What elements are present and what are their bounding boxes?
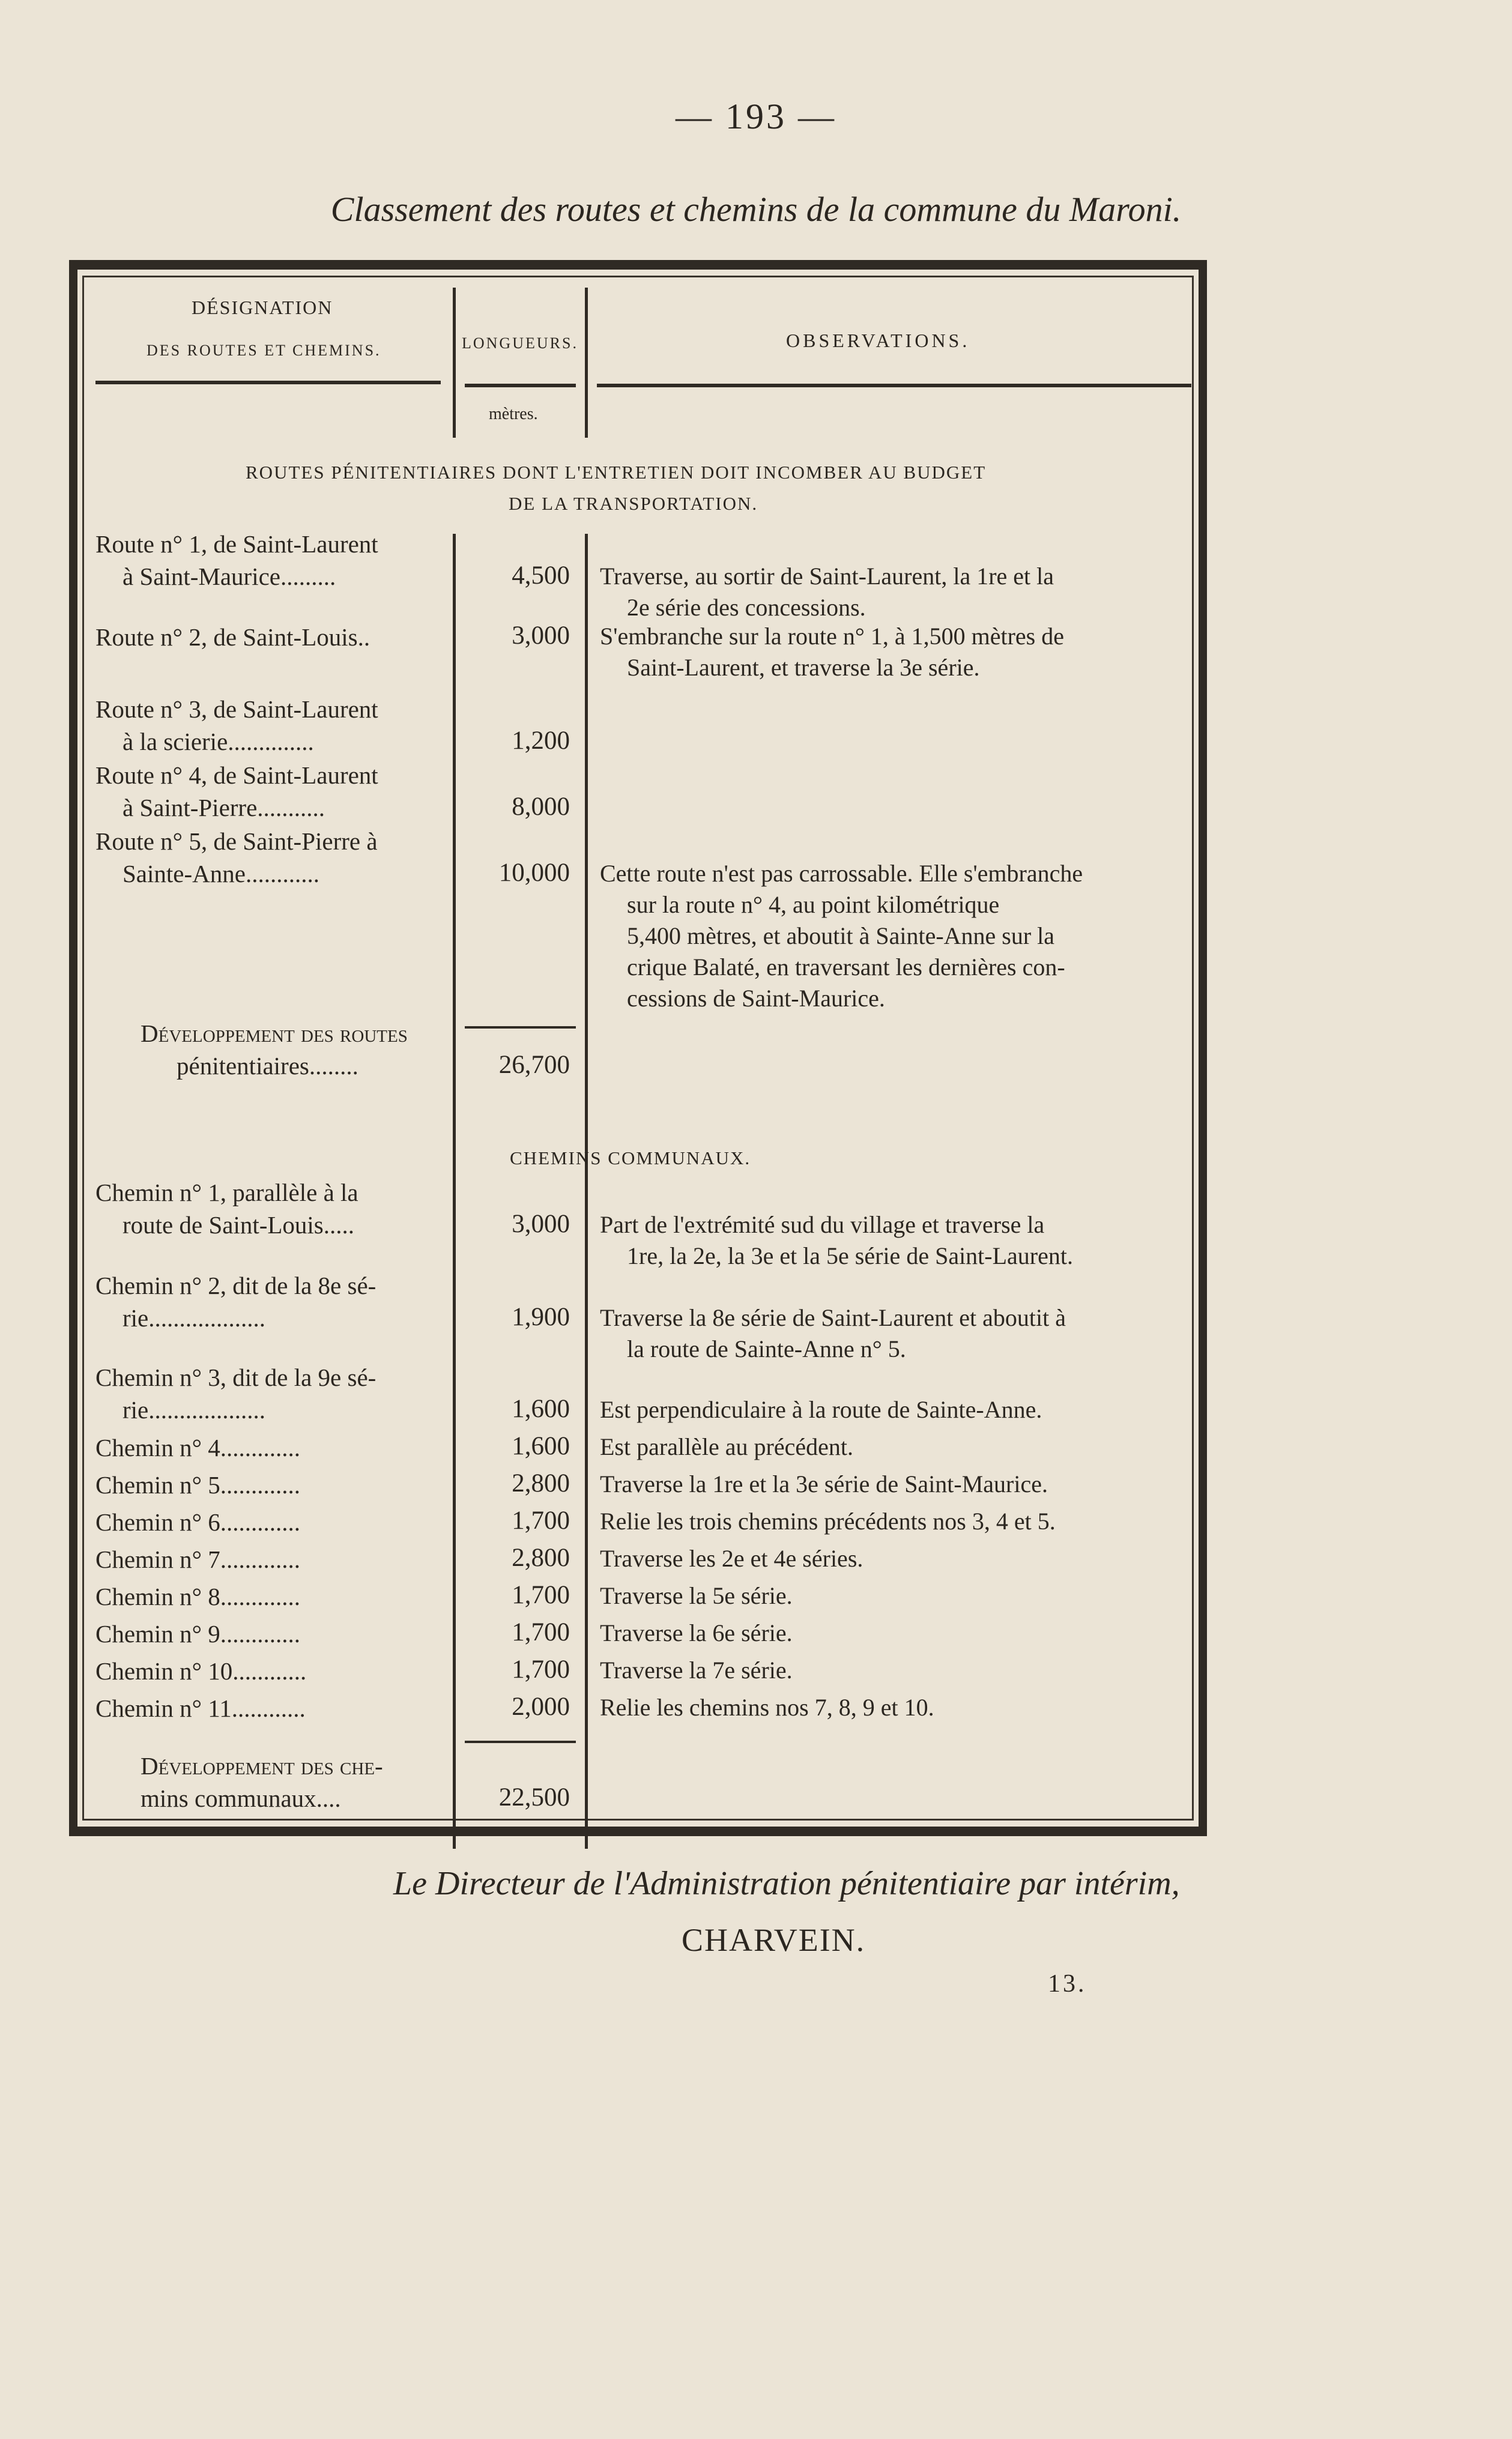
chemin-4-length: 1,600 <box>512 1432 570 1460</box>
route-2-observation: S'embranche sur la route n° 1, à 1,500 mètres de Saint-Laurent, et traverse la 3e série. <box>600 623 1064 681</box>
route-5-observation: Cette route n'est pas carrossable. Elle s'embranche sur la route n° 4, au point kilométrique 5,400 mètres, et aboutit à Sainte-Anne sur la crique Balaté, en traversant les dernières con- cessions de Saint-Maurice. <box>600 860 1083 1012</box>
chemin-5-length: 2,800 <box>512 1469 570 1498</box>
column-divider <box>453 288 456 438</box>
roads-table <box>69 260 1207 1836</box>
section-title-routes-2: DE LA TRANSPORTATION. <box>509 493 758 514</box>
header-rule <box>465 384 576 387</box>
header-unit: mètres. <box>489 405 538 423</box>
chemin-3-length: 1,600 <box>512 1395 570 1423</box>
signature-mark: 13. <box>1048 1970 1087 1998</box>
chemin-8-length: 1,700 <box>512 1581 570 1609</box>
route-2-length: 3,000 <box>512 621 570 650</box>
chemin-10-observation: Traverse la 7e série. <box>600 1657 793 1684</box>
chemin-5-name: Chemin n° 5............. <box>95 1471 300 1499</box>
chemin-7-observation: Traverse les 2e et 4e séries. <box>600 1545 863 1572</box>
signature-title: Le Directeur de l'Administration pénitentiaire par intérim, <box>393 1865 1180 1902</box>
chemin-10-name: Chemin n° 10............ <box>95 1657 307 1685</box>
chemin-3-observation: Est perpendiculaire à la route de Sainte-Anne. <box>600 1396 1042 1423</box>
chemin-8-observation: Traverse la 5e série. <box>600 1582 793 1609</box>
section-title-chemins: CHEMINS COMMUNAUX. <box>510 1147 751 1168</box>
chemin-3-name: Chemin n° 3, dit de la 9e sé- rie................... <box>95 1364 376 1424</box>
route-3-name: Route n° 3, de Saint-Laurent à la scierie.............. <box>95 695 378 755</box>
header-rule <box>597 384 1191 387</box>
chemin-2-name: Chemin n° 2, dit de la 8e sé- rie................... <box>95 1272 376 1332</box>
chemin-4-observation: Est parallèle au précédent. <box>600 1433 853 1460</box>
chemin-11-name: Chemin n° 11............ <box>95 1694 306 1722</box>
total-rule <box>465 1026 576 1029</box>
route-4-name: Route n° 4, de Saint-Laurent à Saint-Pierre........... <box>95 761 378 821</box>
chemin-1-name: Chemin n° 1, parallèle à la route de Saint-Louis..... <box>95 1179 358 1239</box>
chemin-10-length: 1,700 <box>512 1655 570 1684</box>
chemin-11-observation: Relie les chemins nos 7, 8, 9 et 10. <box>600 1694 934 1721</box>
chemin-5-observation: Traverse la 1re et la 3e série de Saint-Maurice. <box>600 1470 1048 1498</box>
routes-total-length: 26,700 <box>498 1051 570 1079</box>
chemin-1-observation: Part de l'extrémité sud du village et traverse la 1re, la 2e, la 3e et la 5e série de Saint-Laurent. <box>600 1211 1073 1269</box>
column-divider <box>585 1194 588 1849</box>
chemin-6-observation: Relie les trois chemins précédents nos 3, 4 et 5. <box>600 1508 1056 1535</box>
chemin-2-observation: Traverse la 8e série de Saint-Laurent et aboutit à la route de Sainte-Anne n° 5. <box>600 1304 1066 1362</box>
chemins-total-label: Développement des che- mins communaux.... <box>141 1752 383 1812</box>
header-longueurs: LONGUEURS. <box>462 334 578 352</box>
route-4-length: 8,000 <box>512 793 570 821</box>
route-1-length: 4,500 <box>512 561 570 590</box>
page-number: — 193 — <box>676 97 836 136</box>
route-2-name: Route n° 2, de Saint-Louis.. <box>95 623 370 651</box>
chemin-9-name: Chemin n° 9............. <box>95 1620 300 1648</box>
header-designation: DÉSIGNATION <box>192 297 333 318</box>
chemin-1-length: 3,000 <box>512 1210 570 1238</box>
total-rule <box>465 1741 576 1743</box>
route-1-name: Route n° 1, de Saint-Laurent à Saint-Maurice......... <box>95 530 378 590</box>
route-5-length: 10,000 <box>498 859 570 887</box>
chemin-7-length: 2,800 <box>512 1544 570 1572</box>
signature-name: CHARVEIN. <box>682 1922 866 1958</box>
chemins-total-length: 22,500 <box>498 1783 570 1812</box>
section-title-routes: ROUTES PÉNITENTIAIRES DONT L'ENTRETIEN DOIT INCOMBER AU BUDGET <box>246 462 987 483</box>
chemin-6-length: 1,700 <box>512 1507 570 1535</box>
header-observations: OBSERVATIONS. <box>786 330 970 351</box>
route-3-length: 1,200 <box>512 727 570 755</box>
route-1-observation: Traverse, au sortir de Saint-Laurent, la 1re et la 2e série des concessions. <box>600 563 1054 621</box>
chemin-9-length: 1,700 <box>512 1618 570 1646</box>
chemin-7-name: Chemin n° 7............. <box>95 1546 300 1573</box>
column-divider <box>453 1194 456 1849</box>
chemin-9-observation: Traverse la 6e série. <box>600 1619 793 1646</box>
routes-total-label: Développement des routes pénitentiaires........ <box>141 1020 408 1080</box>
column-divider <box>585 288 588 438</box>
header-designation-sub: DES ROUTES ET CHEMINS. <box>147 342 381 359</box>
header-rule <box>95 381 441 384</box>
chemin-4-name: Chemin n° 4............. <box>95 1434 300 1461</box>
chemin-11-length: 2,000 <box>512 1693 570 1721</box>
page-title: Classement des routes et chemins de la commune du Maroni. <box>330 190 1182 229</box>
chemin-2-length: 1,900 <box>512 1303 570 1331</box>
chemin-6-name: Chemin n° 6............. <box>95 1508 300 1536</box>
chemin-8-name: Chemin n° 8............. <box>95 1583 300 1610</box>
route-5-name: Route n° 5, de Saint-Pierre à Sainte-Anne............ <box>95 827 378 887</box>
